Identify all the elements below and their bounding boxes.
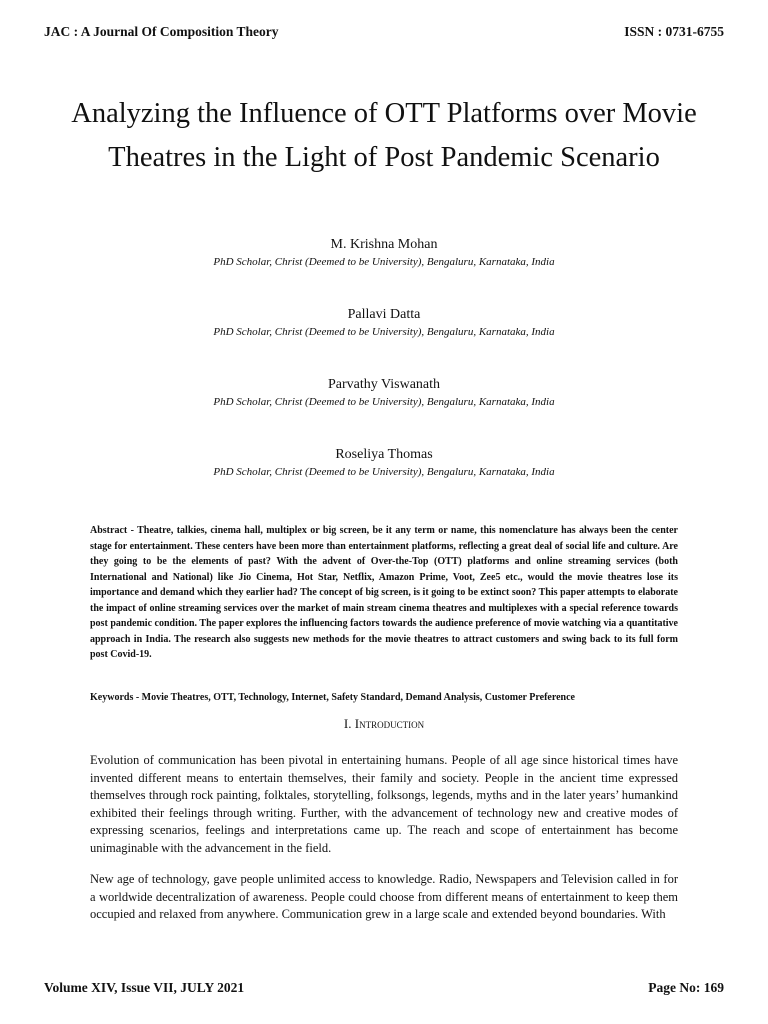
abstract: Abstract - Theatre, talkies, cinema hall, multiplex or big screen, be it any term or name, this nomenclature has always been the center stage for entertainment. These centers have been more than entertainment platforms, reflecting a great deal of social life and culture. Are they going to be the elements of past? With the advent of Over-the-Top (OTT) platforms and online streaming services (both International and National) like Jio Cinema, Hot Star, Netflix, Amazon Prime, Voot, Zee5 etc., would the movie theatres lose its importance and demand which they earlier had? The concept of big screen, is it going to be extinct soon? This paper attempts to elaborate the impact of online streaming services over the market of main stream cinema theatres and multiplexes with a special reference towards post pandemic condition. The paper explores the influencing factors towards the audience preference of movie watching via a quantitative approach in India. The research also suggests new methods for the movie theatres to attract customers and swing back to its full form post Covid-19. — [90, 525, 678, 660]
volume-info: Volume XIV, Issue VII, JULY 2021 — [44, 980, 245, 995]
journal-name: JAC : A Journal Of Composition Theory — [44, 24, 279, 39]
author-affiliation: PhD Scholar, Christ (Deemed to be University), Bengaluru, Karnataka, India — [213, 466, 555, 478]
author-affiliation: PhD Scholar, Christ (Deemed to be University), Bengaluru, Karnataka, India — [213, 256, 555, 268]
author-block — [60, 446, 708, 480]
author-block — [60, 376, 708, 410]
author-block — [60, 236, 708, 270]
body-paragraph: Evolution of communication has been pivotal in entertaining humans. People of all age since historical times have invented different means to entertain themselves, their family and society. People in the ancient time expressed themselves through rock painting, folktales, storytelling, folksongs, legends, myths and in the later years’ humankind exhibited their feelings through writing. Further, with the advancement of technology new and creative modes of expressing scenarios, feelings and interpretations came up. The reach and scope of entertainment has become unimaginable with the advancement in the field. — [90, 753, 678, 855]
author-name: Pallavi Datta — [347, 307, 421, 322]
keywords: Keywords - Movie Theatres, OTT, Technology, Internet, Safety Standard, Demand Analysis, Customer Preference — [90, 692, 575, 703]
author-affiliation: PhD Scholar, Christ (Deemed to be University), Bengaluru, Karnataka, India — [213, 396, 555, 408]
paper-title: Analyzing the Influence of OTT Platforms over Movie Theatres in the Light of Post Pandemic Scenario — [71, 98, 697, 173]
body-paragraph: New age of technology, gave people unlimited access to knowledge. Radio, Newspapers and Television called in for a worldwide decentralization of awareness. People could choose from different means of entertainment to keep them occupied and relaxed from anywhere. Communication grew in a large scale and extended beyond boundaries. With — [90, 872, 678, 921]
author-block — [60, 306, 708, 340]
author-affiliation: PhD Scholar, Christ (Deemed to be University), Bengaluru, Karnataka, India — [213, 326, 555, 338]
issn-number: ISSN : 0731-6755 — [624, 24, 724, 39]
author-name: M. Krishna Mohan — [330, 237, 438, 252]
section-heading: I. Introduction — [343, 716, 425, 731]
author-name: Roseliya Thomas — [335, 447, 433, 462]
page-number: Page No: 169 — [648, 980, 724, 995]
author-name: Parvathy Viswanath — [327, 377, 441, 392]
